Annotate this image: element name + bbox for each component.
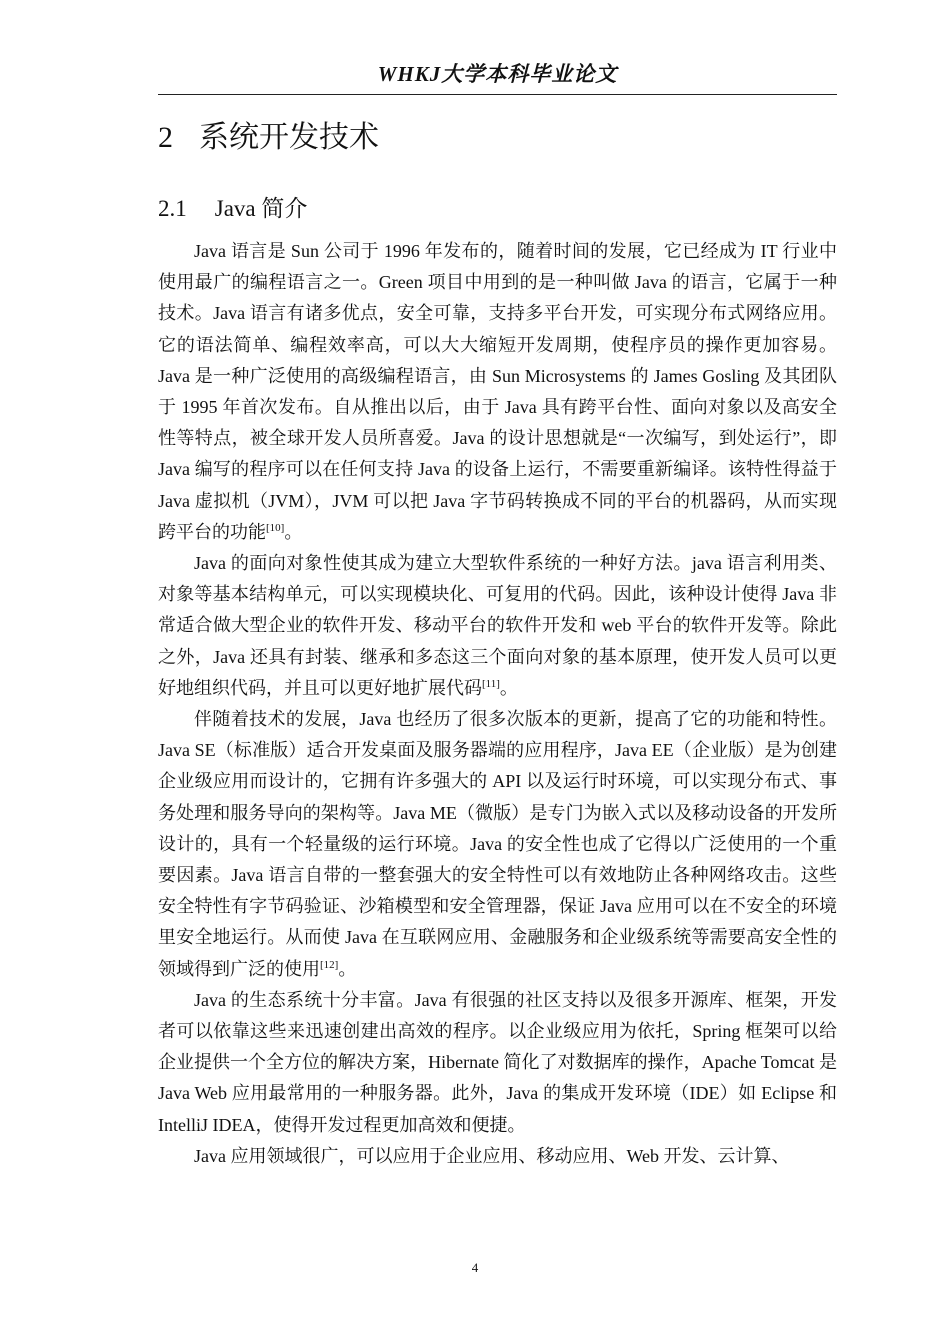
paragraph-text: Java 语言是 Sun 公司于 1996 年发布的，随着时间的发展，它已经成为 IT 行业中使用最广的编程语言之一。Green 项目中用到的是一种叫做 Java 的语言，它属于一种技术。Java 语言有诸多优点，安全可靠，支持多平台开发，可实现分布式网络应用。它的语法简单、编程效率高，可以大大缩短开发周期，使程序员的操作更加容易。Java 是一种广泛使用的高级编程语言，由 Sun Microsystems 的 James Gosling 及其团队于 1995 年首次发布。自从推出以后，由于 Java 具有跨平台性、面向对象以及高安全性等特点，被全球开发人员所喜爱。Java 的设计思想就是“一次编写，到处运行”，即 Java 编写的程序可以在任何支持 Java 的设备上运行，不需要重新编译。该特性得益于 Java 虚拟机（JVM），JVM 可以把 Java 字节码转换成不同的平台的机器码，从而实现跨平台的功能 <box>158 241 837 542</box>
citation-ref: [10] <box>266 521 285 534</box>
chapter-heading <box>158 118 379 158</box>
paragraph-text: Java 的面向对象性使其成为建立大型软件系统的一种好方法。java 语言利用类、对象等基本结构单元，可以实现模块化、可复用的代码。因此，该种设计使得 Java 非常适合做大型企业的软件开发、移动平台的软件开发和 web 平台的软件开发等。除此之外，Java 还具有封装、继承和多态这三个面向对象的基本原理，使开发人员可以更好地组织代码，并且可以更好地扩展代码 <box>158 553 837 698</box>
section-title: Java 简介 <box>214 196 308 221</box>
citation-ref: [11] <box>482 677 500 690</box>
paragraph-text: Java 应用领域很广，可以应用于企业应用、移动应用、Web 开发、云计算、 <box>194 1145 790 1166</box>
paragraph-end: 。 <box>338 958 357 979</box>
section-heading <box>158 193 307 225</box>
header-title: WHKJ大学本科毕业论文 <box>377 62 618 86</box>
section-number: 2.1 <box>158 196 187 221</box>
body-text <box>158 236 837 1172</box>
paragraph-1 <box>158 236 837 548</box>
paragraph-end: 。 <box>284 521 303 542</box>
paragraph-text: Java 的生态系统十分丰富。Java 有很强的社区支持以及很多开源库、框架，开发者可以依靠这些来迅速创建出高效的程序。以企业级应用为依托，Spring 框架可以给企业提供一个全方位的解决方案，Hibernate 简化了对数据库的操作，Apache Tomcat 是 Java Web 应用最常用的一种服务器。此外，Java 的集成开发环境（IDE）如 Eclipse 和 IntelliJ IDEA，使得开发过程更加高效和便捷。 <box>158 989 837 1135</box>
chapter-title: 系统开发技术 <box>199 121 379 154</box>
paragraph-2 <box>158 548 837 704</box>
paragraph-end: 。 <box>499 677 518 698</box>
page-number: 4 <box>471 1260 479 1275</box>
chapter-number: 2 <box>158 121 173 154</box>
paragraph-text: 伴随着技术的发展，Java 也经历了很多次版本的更新，提高了它的功能和特性。Java SE（标准版）适合开发桌面及服务器端的应用程序，Java EE（企业版）是为创建企业级应用而设计的，它拥有许多强大的 API 以及运行时环境，可以实现分布式、事务处理和服务导向的架构等。Java ME（微版）是专门为嵌入式以及移动设备的开发所设计的，具有一个轻量级的运行环境。Java 的安全性也成了它得以广泛使用的一个重要因素。Java 语言自带的一整套强大的安全特性可以有效地防止各种网络攻击。这些安全特性有字节码验证、沙箱模型和安全管理器，保证 Java 应用可以在不安全的环境里安全地运行。从而使 Java 在互联网应用、金融服务和企业级系统等需要高安全性的领域得到广泛的使用 <box>158 709 837 979</box>
paragraph-5 <box>158 1141 837 1172</box>
citation-ref: [12] <box>320 958 339 971</box>
paragraph-3 <box>158 704 837 985</box>
paragraph-4 <box>158 985 837 1141</box>
running-header <box>158 56 837 95</box>
